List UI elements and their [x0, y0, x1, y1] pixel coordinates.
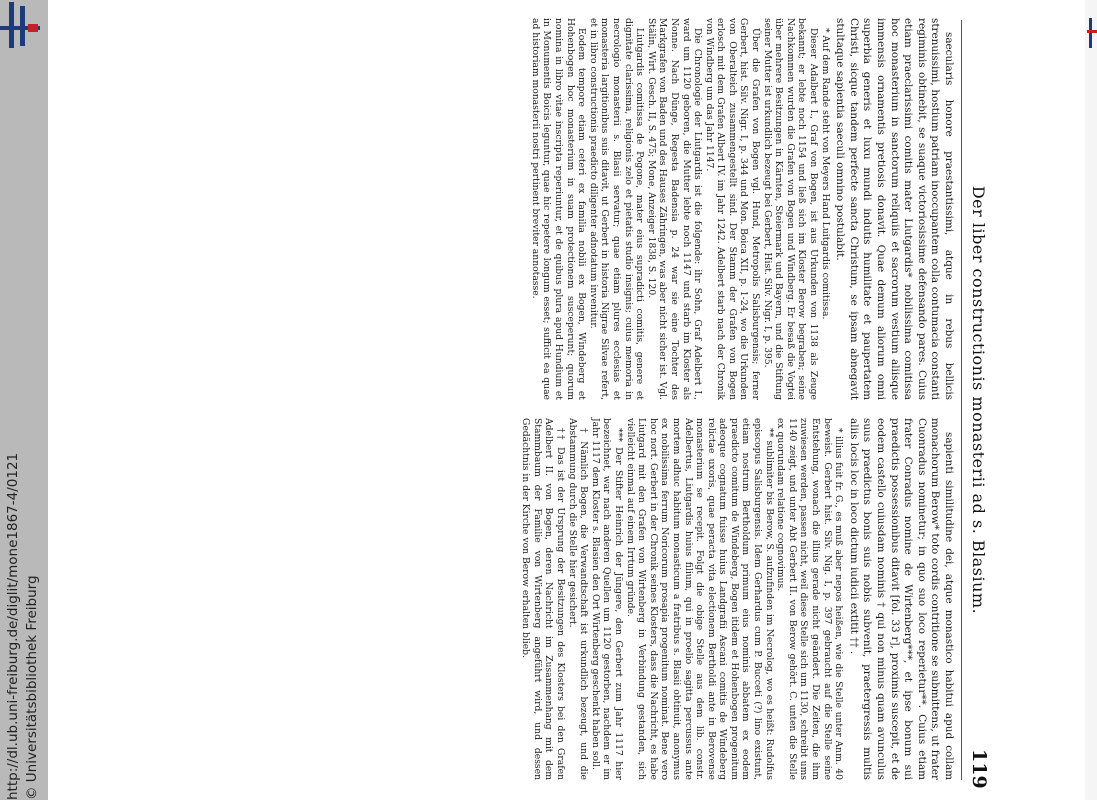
footnote: Die Chronologie der Liutgardis ist die folgende: ihr Sohn, Graf Adelbert I., ward um 1120 geboren, die Mutter lebte noch 1147 und starb im Kloster als Nonne. Nach Dünge, Regesta Badensia p. 24 war sie eine Tochter des Markgrafen von Baden und des Hauses Zähringen, was aber nicht sicher ist. Vgl. Stälin, Wirt. Gesch. II, S. 475; Mone, Anzeiger 1838, S. 120.: [645, 18, 704, 400]
footnote: * Auf dem Rande steht von Meyers Hand Luitgardis comitissa.: [819, 28, 831, 320]
viewer-right-gutter: [1085, 0, 1097, 800]
footnote: Über die Grafen von Bogen vgl. Hund, Metropolis Salisburgensis; ferner Gerbert, hist. Silv. Nigr. I, p. 344 und Mon. Boica XII, p. 1-24, wo die Urkunden von Oberalteich zusammengestellt sind. Der Stamm der Grafen von Bogen erlosch mit dem Grafen Albert IV. im Jahr 1242. Adelbert starb nach der Chronik von Windberg um das Jahr 1147.: [703, 18, 762, 400]
footnote: *** Der Stifter Heinrich der Jüngere, den Gerbert zum Jahr 1117 hier bezeichnet, war nach anderen Quellen um 1120 gestorben, nachdem er im Jahr 1117 dem Kloster s. Blasien den Ort Wirtenberg geschenkt haben soll.: [589, 418, 624, 780]
footnote: †† Das ist der Ursprung der Besitzungen des Klosters bei den Grafen Adelbert II. von Bogen, deren Nachricht im Zusammenhang mit dem Stammbaum der Familie von Wirtenberg angeführt wird, und dessen Gedächtnis in der Kirche von Berow erhalten blieb.: [520, 418, 566, 780]
footnote: Liutgardis comitissa de Pogone, mater eius supradicti comitis, genere et dignitate clarissima, religionis zelo et pietatis studio insignis; cuius memoria in necrologio monasterii s. Blasii servatur; quae etiam plures ecclesias et monasteria largitionibus suis ditavit, ut Gerbert in historia Nigrae Silvae refert, et in libro constructionis praedicto diligenter adnotatum invenitur.: [587, 18, 646, 400]
running-header: Der liber constructionis monasterii ad s. Blasium.: [969, 185, 988, 615]
page-content: [48, 0, 996, 800]
header-rule: [961, 20, 962, 780]
watermark-copyright: © Universitätsbibliothek Freiburg: [24, 575, 40, 800]
footnote: ** sublimiter bis Berow, S. aufzufinden im Necrolog, wo es heißt: Rudolfus episcopus Salisburgensis. Idem Gerhardus cum P. Bucceti (?) lino existunt, etiam nostrum Bertholdum primum eius nominis abbatem ex eodem praedicto comitum de Windeberg, Bogen itidem et Hohenbogen progenitum adeoque cognatum fuisse huius Landgrafii Ascani comitis de Windeberg relictae uxoris, quae peracta vita electionem Bertholdi ante in Berovense monasterium se recepit. Folgt die obige Stelle aus dem lib. constr. Adelbertus, Liutgardis huius filium, qui in proelio sagitta percussus ante mortem adhuc habitum monasticum a fratribus s. Blasii obtinuit, anonymus ex nobilissima ferrum Noricorum prosapia progenitum nominat. Bene vero hoc nort. Gerbert in der Chronik seines Klosters, dass die Nachricht, es habe Liutgard mit den Grafen von Wirtenberg in Verbindung gestanden, sich vielleicht einmal auf einem Irrtum gründe.: [624, 418, 775, 780]
footnote: Dieser Adalbert I., Graf von Bogen, ist aus Urkunden von 1138 als Zeuge bekannt; er lebte noch 1154 und ließ sich im Kloster Berow begraben; seine Nachkommen wurden die Grafen von Bogen und Windberg. Er besaß die Vogtei über mehrere Besitzungen in Kärnten, Steiermark und Bayern, und die Stiftung seiner Mutter ist urkundlich bezeugt bei Gerbert, Hist. Silv. Nigr. I, p. 395.: [761, 18, 820, 400]
right-column: [520, 418, 955, 780]
page-number: 119: [968, 749, 990, 789]
watermark-text: [4, 0, 46, 800]
footnote: * illius fuit fr. G., es muß aber nepos heißen, wie die Stelle unter Anm. 40 beweist. Gerbert hist. Silv. Nig. I, p. 397 gebraucht auf die Stelle seine Entstehung, wonach die illius gerade nicht geändert. Die Zeiten, die ihm zuwiesen werden, passen nicht, weil diese Stelle sich um 1130, schreibt ums 1140 zeigt, und unter Abt Gerbert II. von Berow gehört. C. unten die Stelle ex quorundam relatione cognovimus.: [775, 418, 845, 780]
left-column: [529, 18, 955, 400]
main-paragraph: sapienti similitudine dei, atque monastico habitui apud collam monachorum Berow* toto cordis contritione se submittens, ut frater Cuonradus nominetur; in quo suo loco reperietur**. Cuius etiam frater Conradus nomine de Wirtenberg***, et ipse bonum sui praedictis possessionibus ditavit [fol. 33 r], proximis suscepit, et de eodem castello cuiusdam nominis † qui non minus quam avunculus suus praedictus bonis suis nobis subvenit, praetergressis multis aliis locis loc in loco dictum iudicii extitit †† .: [847, 418, 955, 780]
page-edge-marker-icon: [1087, 18, 1097, 48]
footnote: Eodem tempore etiam ceteri ex familia nobili ex Bogen, Windeberg et Hohenbogen hoc monasterium in suam protectionem susceperunt; quorum nomina in libro vitae inscripta reperiuntur, et de quibus plura apud Hundium et in Monumentis Boicis leguntur, quae hic repetere longum esset; sufficit ea quae ad historiam monasterii nostri pertinent breviter annotasse.: [529, 18, 588, 400]
footnote: † Nämlich Bogen, die Verwandtschaft ist urkundlich bezeugt, und die Abstammung durch die Stelle hier gesichert.: [566, 418, 590, 780]
scanned-page: [48, 0, 1085, 800]
watermark-url: http://dl.ub.uni-freiburg.de/diglit/mone1867-4/0121: [5, 452, 21, 800]
main-paragraph: saecularis honore praestantissimi, atque in rebus bellicis strenuissimi, hostium patriam inoccupantem colla contumacia constanti regiminis obtinebit, se suaque victoriosissime defensando pares. Cuius etiam praeclarissimi comitis mater Liutgardis* nobilissima comitissa hoc monasterium in sanctorum reliquiis et sacrorum vestium aliisque immensis ornamentis pretiosis donavit. Quae demum aliorum omni superbia generis et luxu mundi indutis humilitate et paupertatem Christi, sicque tandem perfecte sancta Christum, se ipsam abnegavit stultaque sapientia saeculi omnino postulabit.: [834, 18, 955, 400]
